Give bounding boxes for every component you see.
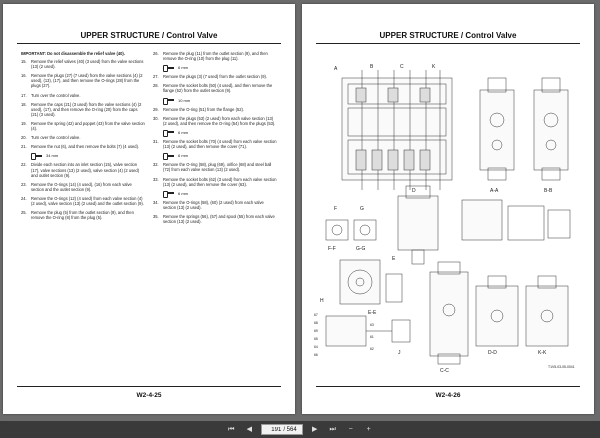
instruction-step (21, 162, 145, 177)
page-number-input[interactable] (265, 427, 281, 433)
callout-number: 63 (370, 323, 374, 327)
step-text: Remove the O-rings (12) (4 used) from each valve section (4) (2 used), valve section (13) (2 used) and the outlet section (9). (31, 195, 144, 206)
step-number: 30. (153, 115, 159, 121)
tool-size-label: 6 mm (178, 65, 188, 71)
callout-number: 67 (314, 313, 318, 317)
step-text: Remove the relief valves (40) (3 used) from the valve sections (13) (2 used). (31, 59, 144, 70)
step-text: Turn over the control valve. (31, 92, 81, 98)
viewer-toolbar (0, 421, 600, 438)
step-text: Remove the plug (11) from the outlet section (9), and then remove the O-ring (10) from the plug (11). (163, 51, 268, 62)
instruction-step (153, 162, 277, 172)
wrench-icon (163, 153, 174, 158)
tool-size-label: 10 mm (178, 97, 191, 103)
left-page (3, 4, 295, 414)
instruction-step (21, 210, 145, 220)
section-label: A-A (490, 188, 499, 194)
step-text: Remove the plugs (27) (7 used) from the valve sections (4) (2 used), (13), (17), and then remove the O-rings (28) from the plugs (27). (31, 73, 143, 89)
instruction-step (153, 214, 277, 224)
right-page (302, 4, 594, 414)
exploded-view-diagram (312, 50, 584, 380)
step-number: 25. (21, 210, 27, 216)
callout-number: 68 (314, 321, 318, 325)
step-number: 31. (153, 139, 159, 145)
total-pages: / 564 (283, 426, 297, 433)
step-text: Remove the O-ring (58), plug (69), orifice (68) and steel ball (72) from each valve section (13) (2 used). (163, 162, 272, 173)
section-label: G-G (356, 246, 366, 252)
step-text: Remove the socket bolts (70) (4 used) from each valve section (13) (2 used), and then remove the cover (71). (163, 139, 277, 150)
page-number: W2-4-26 (435, 392, 461, 399)
step-number: 34. (153, 199, 159, 205)
step-text: Remove the nut (6), and then remove the bolts (7) (4 used). (31, 144, 140, 150)
section-label: K (432, 64, 436, 70)
section-label: A (334, 66, 338, 72)
callout-number: 65 (314, 337, 318, 341)
tool-size (163, 65, 277, 70)
step-number: 18. (21, 101, 27, 107)
instruction-step (153, 139, 277, 149)
callout-number: 69 (314, 329, 318, 333)
step-text: Remove the plugs (53) (2 used) from each valve section (13) (2 used), and then remove the O-ring (54) from the plugs (53). (163, 115, 276, 126)
step-number: 32. (153, 162, 159, 168)
page-indicator (261, 424, 302, 435)
section-label: H (320, 298, 324, 304)
tool-size-label: 6 mm (178, 190, 188, 196)
first-page-icon[interactable]: ⏮ (228, 426, 235, 433)
step-number: 21. (21, 144, 27, 150)
page-title: UPPER STRUCTURE / Control Valve (80, 31, 218, 40)
step-text: Remove the plugs (3) (7 used) from the outlet section (9). (163, 74, 267, 80)
step-text: Remove the socket bolts (62) (3 used) from each valve section (13) (2 used), and then remove the cover (63). (163, 176, 277, 187)
tool-size (163, 191, 277, 196)
tool-size-label: 34 mm (46, 153, 59, 159)
section-label: B (370, 64, 374, 70)
step-number: 15. (21, 59, 27, 65)
step-text: Remove the O-rings (58), (60) (2 used) from each valve section (13) (2 used). (163, 199, 264, 210)
section-label: C-C (440, 368, 449, 374)
text-column-2 (153, 51, 277, 228)
section-label: G (360, 206, 364, 212)
section-label: K-K (538, 350, 547, 356)
zoom-out-icon[interactable]: − (348, 426, 353, 433)
step-number: 35. (153, 213, 159, 219)
wrench-icon (163, 65, 174, 70)
step-number: 28. (153, 83, 159, 89)
wrench-icon (163, 98, 174, 103)
section-label: C (400, 64, 404, 70)
instruction-step (21, 102, 145, 117)
instruction-step (153, 51, 277, 61)
step-number: 27. (153, 74, 159, 80)
callout-number: 66 (314, 353, 318, 357)
step-text: Divide each section into an inlet section (15), valve section (17), valve sections (13) (2 used), valve section (4) (2 used) and outlet section (9). (31, 162, 140, 178)
step-number: 17. (21, 92, 27, 98)
instruction-step (21, 182, 145, 192)
step-number: 19. (21, 120, 27, 126)
callout-number: 64 (314, 345, 318, 349)
instruction-step (21, 135, 145, 140)
callout-number: 61 (370, 335, 374, 339)
instruction-step (21, 196, 145, 206)
text-column-1 (21, 51, 145, 224)
instruction-step (153, 177, 277, 187)
step-number: 33. (153, 176, 159, 182)
important-note: IMPORTANT: Do not disassemble the relief valve (40). (21, 51, 125, 56)
step-text: Remove the O-ring (51) from the flange (52). (163, 106, 244, 112)
figure-code: T1V5-03-05-0041 (548, 365, 575, 369)
section-label: B-B (544, 188, 553, 194)
step-number: 20. (21, 135, 27, 141)
step-text: Remove the springs (56), (57) and spool (55) from each valve section (13) (2 used). (163, 213, 275, 225)
step-text: Turn over the control valve. (31, 135, 81, 141)
section-label: D (412, 188, 416, 194)
step-text: Remove the O-rings (14) (4 used), (16) from each valve section and the outlet section (9). (31, 181, 132, 192)
title-rule (17, 43, 281, 44)
instruction-step (21, 121, 145, 131)
tool-size (163, 98, 277, 103)
section-label: F-F (328, 246, 336, 252)
wrench-icon (163, 191, 174, 196)
tool-size (163, 153, 277, 158)
step-text: Remove the plug (5) from the outlet section (9), and then remove the O-ring (8) from the plug (5). (31, 210, 134, 221)
prev-page-icon[interactable]: ◀ (246, 426, 252, 433)
instruction-step (153, 83, 277, 93)
wrench-icon (31, 153, 42, 158)
step-number: 29. (153, 106, 159, 112)
step-number: 23. (21, 181, 27, 187)
step-number: 24. (21, 195, 27, 201)
title-rule (316, 43, 580, 44)
instruction-step (21, 73, 145, 88)
next-page-icon[interactable]: ▶ (311, 426, 318, 433)
callout-number: 62 (370, 347, 374, 351)
tool-size (31, 153, 145, 158)
instruction-step (21, 144, 145, 149)
step-number: 16. (21, 73, 27, 79)
instruction-step (153, 107, 277, 112)
footer-rule (17, 386, 281, 387)
instruction-step (21, 59, 145, 69)
section-label: E (392, 256, 396, 262)
step-number: 26. (153, 51, 159, 56)
instruction-step (153, 74, 277, 79)
instruction-step (153, 116, 277, 126)
step-text: Remove the caps (21) (3 used) from the valve sections (4) (2 used), (17), and then remove the O-ring (20) from the caps (21) (3 used). (31, 101, 142, 117)
tool-size (163, 130, 277, 135)
step-text: Remove the socket bolts (50) (4 used), and then remove the flange (52) from the outlet section (9). (163, 83, 273, 94)
last-page-icon[interactable]: ⏭ (329, 426, 336, 433)
tool-size-label: 6 mm (178, 129, 188, 135)
instruction-step (153, 200, 277, 210)
section-label: E-E (368, 310, 377, 316)
zoom-in-icon[interactable]: + (366, 426, 371, 433)
section-label: J (398, 350, 401, 356)
page-title: UPPER STRUCTURE / Control Valve (379, 31, 517, 40)
section-label: D-D (488, 350, 497, 356)
step-number: 22. (21, 162, 27, 168)
page-number: W2-4-25 (136, 392, 162, 399)
instruction-step (21, 93, 145, 98)
control-valve-drawing (312, 50, 584, 380)
step-text: Remove the spring (42) and poppet (43) from the valve section (4). (31, 120, 145, 132)
wrench-icon (163, 130, 174, 135)
section-label: F (334, 206, 338, 212)
tool-size-label: 6 mm (178, 153, 188, 159)
footer-rule (316, 386, 580, 387)
